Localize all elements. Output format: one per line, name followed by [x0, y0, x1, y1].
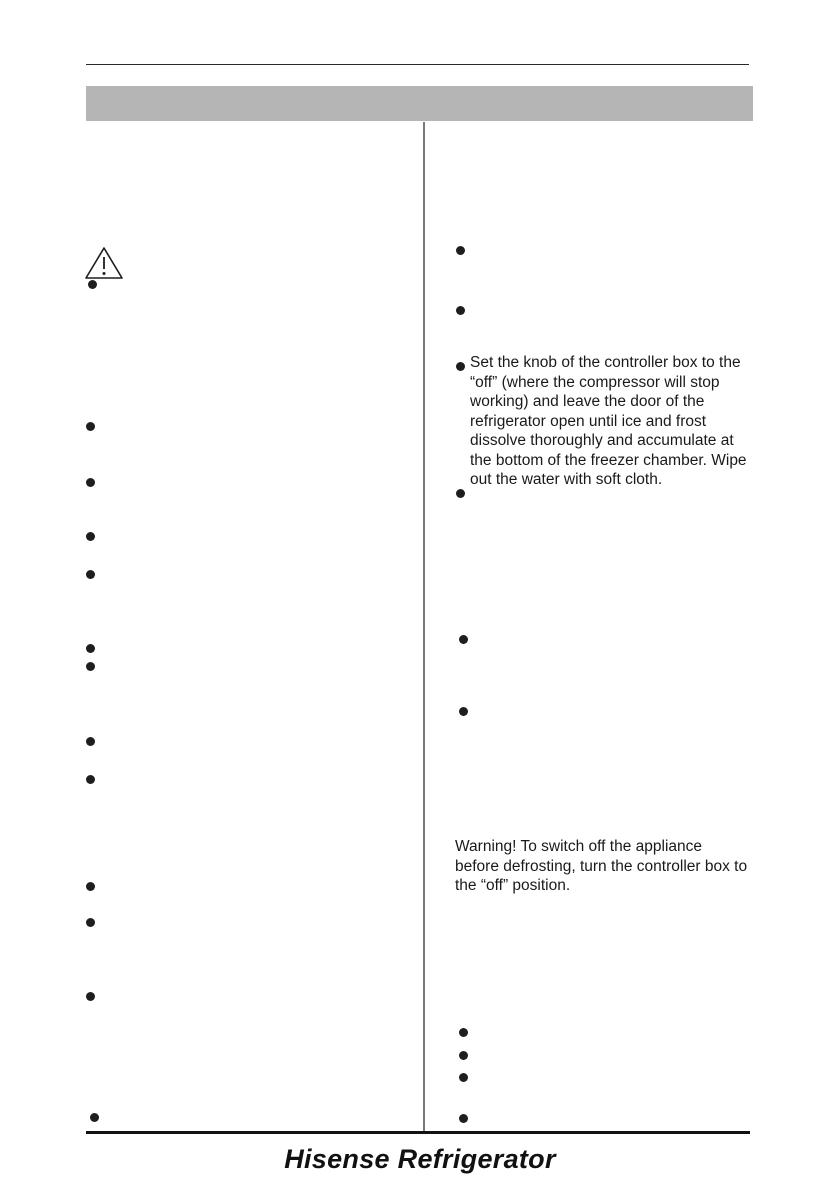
footer-rule [86, 1131, 750, 1134]
bullet-dot-icon [459, 635, 468, 644]
bullet-dot-icon [459, 707, 468, 716]
bullet-dot-icon [456, 362, 465, 371]
section-header-bar [86, 86, 753, 121]
bullet-dot-icon [456, 246, 465, 255]
bullet-dot-icon [86, 992, 95, 1001]
bullet-dot-icon [456, 306, 465, 315]
brand-footer: Hisense Refrigerator [284, 1144, 556, 1174]
bullet-dot-icon [86, 737, 95, 746]
bullet-dot-icon [90, 1113, 99, 1122]
bullet-dot-icon [86, 422, 95, 431]
bullet-dot-icon [86, 478, 95, 487]
warning-triangle-icon [84, 246, 124, 280]
bullet-dot-icon [86, 570, 95, 579]
defrost-warning: Warning! To switch off the appliance before defrosting, turn the controller box to the “off” position. [455, 838, 748, 894]
bullet-dot-icon [86, 882, 95, 891]
bullet-dot-icon [459, 1114, 468, 1123]
bullet-dot-icon [459, 1028, 468, 1037]
bullet-dot-icon [459, 1073, 468, 1082]
bullet-dot-icon [86, 775, 95, 784]
bullet-dot-icon [86, 644, 95, 653]
bullet-dot-icon [456, 489, 465, 498]
top-rule [86, 64, 749, 65]
column-divider [423, 122, 425, 1132]
defrost-instructions: Set the knob of the controller box to the “off” (where the compressor will stop working) and leave the door of the refrigerator open until ice and frost dissolve thoroughly and accumulate at the bottom of the freezer chamber. Wipe out the water with soft cloth. [470, 354, 747, 488]
bullet-dot-icon [86, 918, 95, 927]
bullet-dot-icon [459, 1051, 468, 1060]
bullet-dot-icon [86, 532, 95, 541]
bullet-dot-icon [88, 280, 97, 289]
bullet-dot-icon [86, 662, 95, 671]
